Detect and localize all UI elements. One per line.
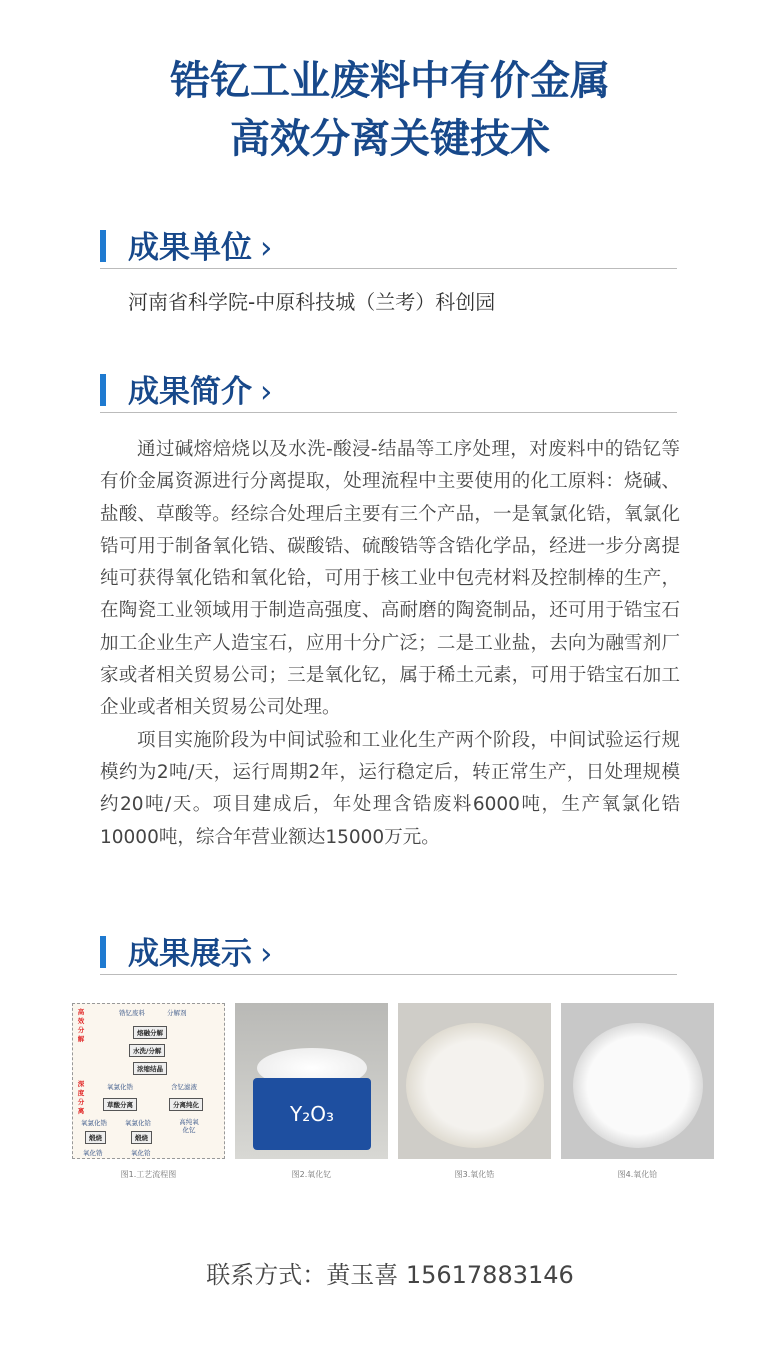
- gallery: [72, 1003, 707, 1180]
- unit-text: 河南省科学院-中原科技城（兰考）科创园: [128, 290, 496, 314]
- figure-zirconia: [398, 1003, 551, 1180]
- flow-node: 煅烧: [85, 1131, 106, 1144]
- flow-node: 草酸分离: [103, 1098, 137, 1111]
- flow-node: 氧化铪: [131, 1149, 151, 1157]
- flow-node: 煅烧: [131, 1131, 152, 1144]
- jar-label: Y₂O₃: [253, 1078, 371, 1150]
- flow-side-label: 深度分离: [77, 1080, 85, 1115]
- section-bar: [100, 374, 106, 406]
- flow-node: 氧氯化锆: [107, 1083, 133, 1091]
- hafnia-photo: [561, 1003, 714, 1159]
- chevron-right-icon: ›: [260, 230, 273, 266]
- section-title: 成果展示: [128, 936, 252, 972]
- intro-body: [100, 434, 680, 854]
- chevron-right-icon: ›: [260, 936, 273, 972]
- flow-node: 熔融分解: [133, 1026, 167, 1039]
- flow-node: 含钇滤液: [171, 1083, 197, 1091]
- title-line-2: 高效分离关键技术: [230, 116, 550, 162]
- page-title: [0, 52, 780, 168]
- figure-caption: 图3.氧化锆: [454, 1170, 495, 1179]
- section-title: 成果单位: [128, 230, 252, 266]
- flow-node: 浓缩结晶: [133, 1062, 167, 1075]
- contact-info: 联系方式：黄玉喜 15617883146: [206, 1261, 574, 1289]
- flow-node: 氧化锆: [83, 1149, 103, 1157]
- section-header-unit: [100, 222, 677, 269]
- process-flowchart: [72, 1003, 225, 1159]
- title-line-1: 锆钇工业废料中有价金属: [170, 58, 610, 104]
- figure-caption: 图2.氧化钇: [291, 1170, 332, 1179]
- paragraph: 项目实施阶段为中间试验和工业化生产两个阶段，中间试验运行规模约为2吨/天，运行周期2年，运行稳定后，转正常生产，日处理规模约20吨/天。项目建成后，年处理含锆废料6000吨，生产氧氯化锆10000吨，综合年营业额达15000万元。: [100, 729, 680, 848]
- flow-node: 高纯氧化钇: [179, 1118, 199, 1134]
- flow-node: 分解剂: [167, 1009, 187, 1017]
- flow-node: 分离纯化: [169, 1098, 203, 1111]
- section-bar: [100, 230, 106, 262]
- flow-node: 锆钇废料: [119, 1009, 145, 1017]
- section-bar: [100, 936, 106, 968]
- figure-yttria: [235, 1003, 388, 1180]
- flow-node: 氧氯化铪: [125, 1119, 151, 1127]
- zirconia-photo: [398, 1003, 551, 1159]
- flow-side-label: 高效分解: [77, 1008, 85, 1043]
- flow-node: 氧氯化锆: [81, 1119, 107, 1127]
- flow-node: 水洗/分解: [129, 1044, 165, 1057]
- figure-caption: 图1.工艺流程图: [120, 1170, 177, 1179]
- section-header-intro: [100, 366, 677, 413]
- section-header-showcase: [100, 928, 677, 975]
- figure-flowchart: [72, 1003, 225, 1180]
- section-title: 成果简介: [128, 374, 252, 410]
- paragraph: 通过碱熔焙烧以及水洗-酸浸-结晶等工序处理，对废料中的锆钇等有价金属资源进行分离提取，处理流程中主要使用的化工原料：烧碱、盐酸、草酸等。经综合处理后主要有三个产品，一是氧氯化锆，氧氯化锆可用于制备氧化锆、碳酸锆、硫酸锆等含锆化学品，经进一步分离提纯可获得氧化锆和氧化铪，可用于核工业中包壳材料及控制棒的生产，在陶瓷工业领域用于制造高强度、高耐磨的陶瓷制品，还可用于锆宝石加工企业生产人造宝石，应用十分广泛；二是工业盐，去向为融雪剂厂家或者相关贸易公司；三是氧化钇，属于稀土元素，可用于锆宝石加工企业或者相关贸易公司处理。: [100, 439, 680, 719]
- chevron-right-icon: ›: [260, 374, 273, 410]
- yttria-photo: [235, 1003, 388, 1159]
- figure-caption: 图4.氧化铪: [617, 1170, 658, 1179]
- figure-hafnia: [561, 1003, 714, 1180]
